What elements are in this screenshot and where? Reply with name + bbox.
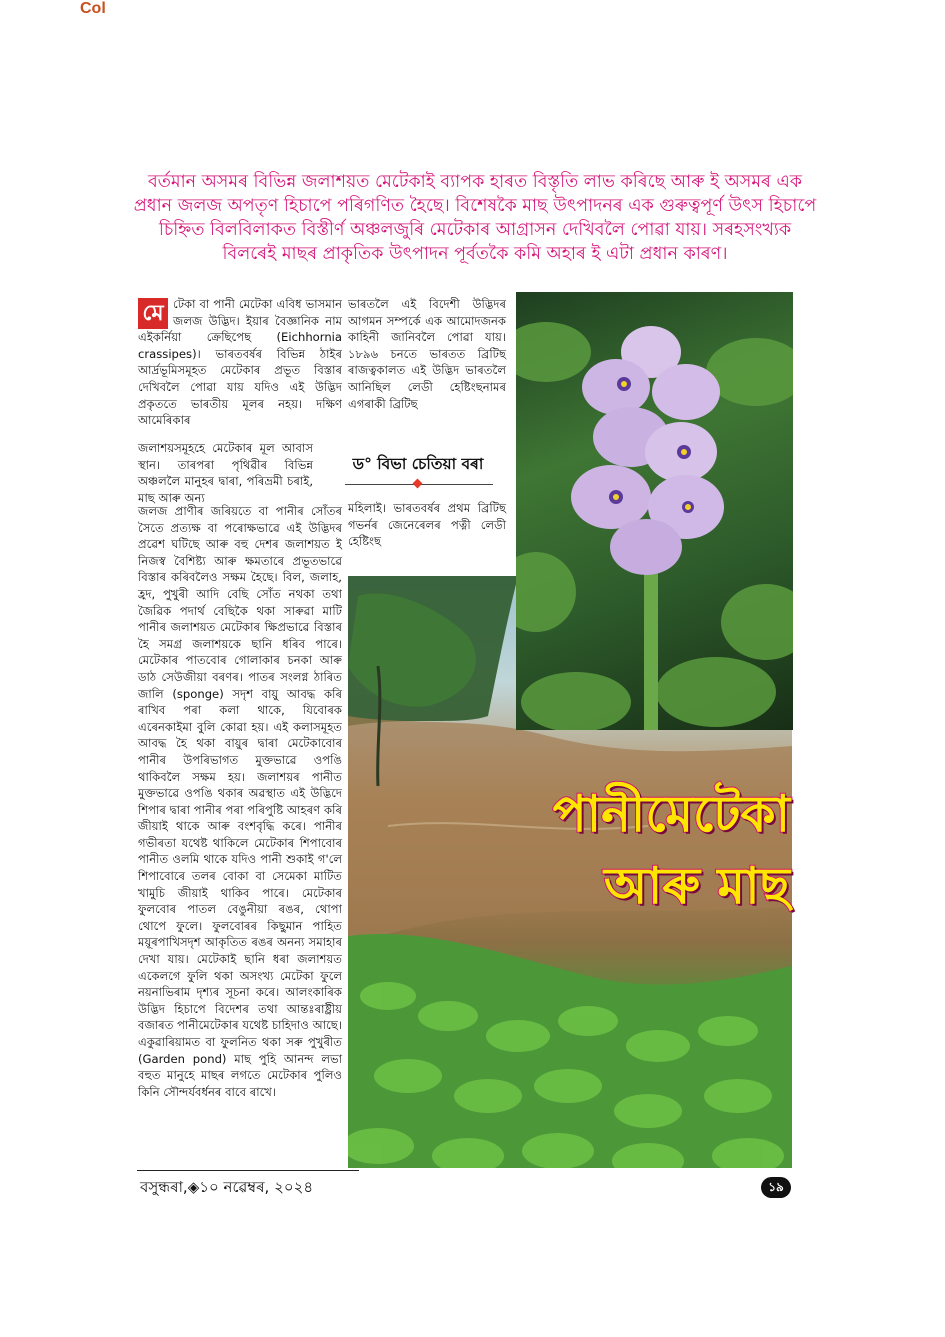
pull-quote: বৰ্তমান অসমৰ বিভিন্ন জলাশয়ত মেটেকাই ব্যাপক হাৰত বিস্তৃতি লাভ কৰিছে আৰু ই অসমৰ এক প্ৰধান জলজ অপতৃণ হিচাপে পৰিগণিত হৈছে। বিশেষকৈ মাছ উৎপাদনৰ এক গুৰুত্বপূৰ্ণ উৎস হিচাপে চিহ্নিত বিলবিলাকত বিস্তীৰ্ণ অঞ্চলজুৰি মেটেকাৰ আগ্ৰাসন দেখিবলৈ পোৱা যায়। সৰহসংখ্যক বিলৰেই মাছৰ প্ৰাকৃতিক উৎপাদন পূৰ্বতকৈ কমি অহাৰ ই এটা প্ৰধান কাৰণ। <box>133 172 817 264</box>
article-column-middle-top <box>348 296 506 412</box>
article-column-middle-bottom <box>348 500 506 550</box>
footer-divider <box>137 1170 359 1171</box>
article-title-line-1: পানীমেটেকা <box>552 785 790 843</box>
water-hyacinth-photo <box>516 292 793 730</box>
article-paragraph: টেকা বা পানী মেটেকা এবিধ ভাসমান জলজ উদ্ভিদ। ইয়াৰ বৈজ্ঞানিক নাম এইকৰ্নিয়া ক্ৰেছিপেছ (Eichhornia crassipes)। ভাৰতবৰ্ষৰ বিভিন্ন ঠাইৰ আৰ্দ্ৰভূমিসমূহত মেটেকাৰ প্ৰভূত বিস্তাৰ দেখিবলৈ পোৱা যায় যদিও এই উদ্ভিদ প্ৰকৃততে ভাৰতীয় মূলৰ নহয়। দক্ষিণ আমেৰিকাৰ <box>138 297 342 428</box>
byline-divider <box>345 479 493 489</box>
water-hyacinth-illustration <box>516 292 793 730</box>
author-byline: ড° বিভা চেতিয়া বৰা <box>352 455 484 473</box>
article-title-line-2: আৰু মাছ <box>604 857 790 915</box>
article-paragraph: ভাৰতলৈ এই বিদেশী উদ্ভিদৰ আগমন সম্পৰ্কে এক আমোদজনক কাহিনী জানিবলৈ পোৱা যায়। ১৮৯৬ চনতে ভাৰতত ব্ৰিটিছ ৰাজত্বকালত এই উদ্ভিদ ভাৰতলৈ আনিছিল লেডী হেষ্টিংছনামৰ এগৰাকী ব্ৰিটিছ <box>348 297 506 411</box>
page-number: ১৯ <box>761 1177 791 1198</box>
article-column-left-bottom <box>138 503 342 1100</box>
drop-cap: মে <box>138 298 168 329</box>
article-title <box>490 778 790 922</box>
article-paragraph: মহিলাই। ভাৰতবৰ্ষৰ প্ৰথম ব্ৰিটিছ গভৰ্নৰ জেনেৰেলৰ পত্নী লেডী হেষ্টিংছ <box>348 501 506 549</box>
footer-publication: বসুন্ধৰা,◈১০ নৱেম্বৰ, ২০২৪ <box>140 1178 314 1196</box>
diamond-icon <box>413 479 423 489</box>
article-paragraph: জলাশয়সমূহহে মেটেকাৰ মূল আবাস স্থান। তাৰপৰা পৃথিৱীৰ বিভিন্ন অঞ্চললৈ মানুহৰ দ্বাৰা, পৰিভ্ৰমী চৰাই, মাছ আৰু অন্য <box>138 441 313 505</box>
article-column-left-mid <box>138 440 313 506</box>
article-column-left-top <box>138 296 342 429</box>
article-paragraph: জলজ প্ৰাণীৰ জৰিয়তে বা পানীৰ সোঁতৰ সৈতে প্ৰত্যক্ষ বা পৰোক্ষভাৱে এই উদ্ভিদৰ প্ৰৱেশ ঘটিছে আৰু বহু দেশৰ জলাশয়ত ই নিজস্ব বৈশিষ্ট্য আৰু ক্ষমতাৰে প্ৰভূতভাৱে বিস্তাৰ কৰিবলৈও সক্ষম হৈছে। বিল, জলাহ, হ্ৰদ, পুখুৰী আদি বেছি সোঁত নথকা তথা জৈৱিক পদাৰ্থ বেছিকৈ থকা সাৰুৱা মাটি পানীৰ জলাশয়ত মেটেকাৰ ক্ষিপ্ৰভাৱে বিস্তাৰ হৈ সমগ্ৰ জলাশয়কে ছানি ধৰিব পাৰে। মেটেকাৰ পাতবোৰ গোলাকাৰ চনকা আৰু ডাঠ সেউজীয়া বৰণৰ। পাতৰ সংলগ্ন ঠাৰিত জালি (sponge) সদৃশ বায়ু আবদ্ধ কৰি ৰাখিব পৰা কলা থাকে, যিবোৰক এৰেনকাইমা বুলি কোৱা হয়। এই কলাসমূহত আবদ্ধ হৈ থকা বায়ুৰ দ্বাৰা মেটেকাবোৰ পানীৰ উপৰিভাগত মুক্তভাৱে ওপঙি থাকিবলৈ সক্ষম হয়। জলাশয়ৰ পানীত মুক্তভাৱে ওপঙি থকাৰ অৱস্থাত এই উদ্ভিদে শিপাৰ দ্বাৰা পানীৰ পৰা পৰিপুষ্টি আহৰণ কৰি জীয়াই থাকে আৰু বংশবৃদ্ধি কৰে। পানীৰ গভীৰতা যথেষ্ট থাকিলে মেটেকাৰ শিপাবোৰ পানীত ওলমি থাকে যদিও পানী শুকাই গ'লে শিপাবোৰে তলৰ বোকা বা সেমেকা মাটিত খামুচি জীয়াই থাকিব পাৰে। মেটেকাৰ ফুলবোৰ পাতল বেঙুনীয়া ৰঙৰ, থোপা থোপে ফুলে। ফুলবোৰৰ কিছুমান পাহিত ময়ূৰপাখিসদৃশ আকৃতিত ৰঙৰ অনন্য সমাহাৰ দেখা যায়। মেটেকাই ছানি ধৰা জলাশয়ত একেলগে ফুলি থকা অসংখ্য মেটেকা ফুলে নয়নাভিৰাম দৃশ্যৰ সূচনা কৰে। আলংকাৰিক উদ্ভিদ হিচাপে বিদেশৰ তথা আন্তঃৰাষ্ট্ৰীয় বজাৰত পানীমেটেকাৰ যথেষ্ট চাহিদাও আছে। একুৱাৰিয়ামত বা ফুলনিত থকা সৰু পুখুৰীত (Garden pond) মাছ পুহি আনন্দ লভা বহুত মানুহে মাছৰ লগতে মেটেকাৰ পুলিও কিনি সৌন্দৰ্যবৰ্ধনৰ বাবে ৰাখে। <box>138 504 342 1099</box>
corner-tag: Col <box>80 0 106 17</box>
